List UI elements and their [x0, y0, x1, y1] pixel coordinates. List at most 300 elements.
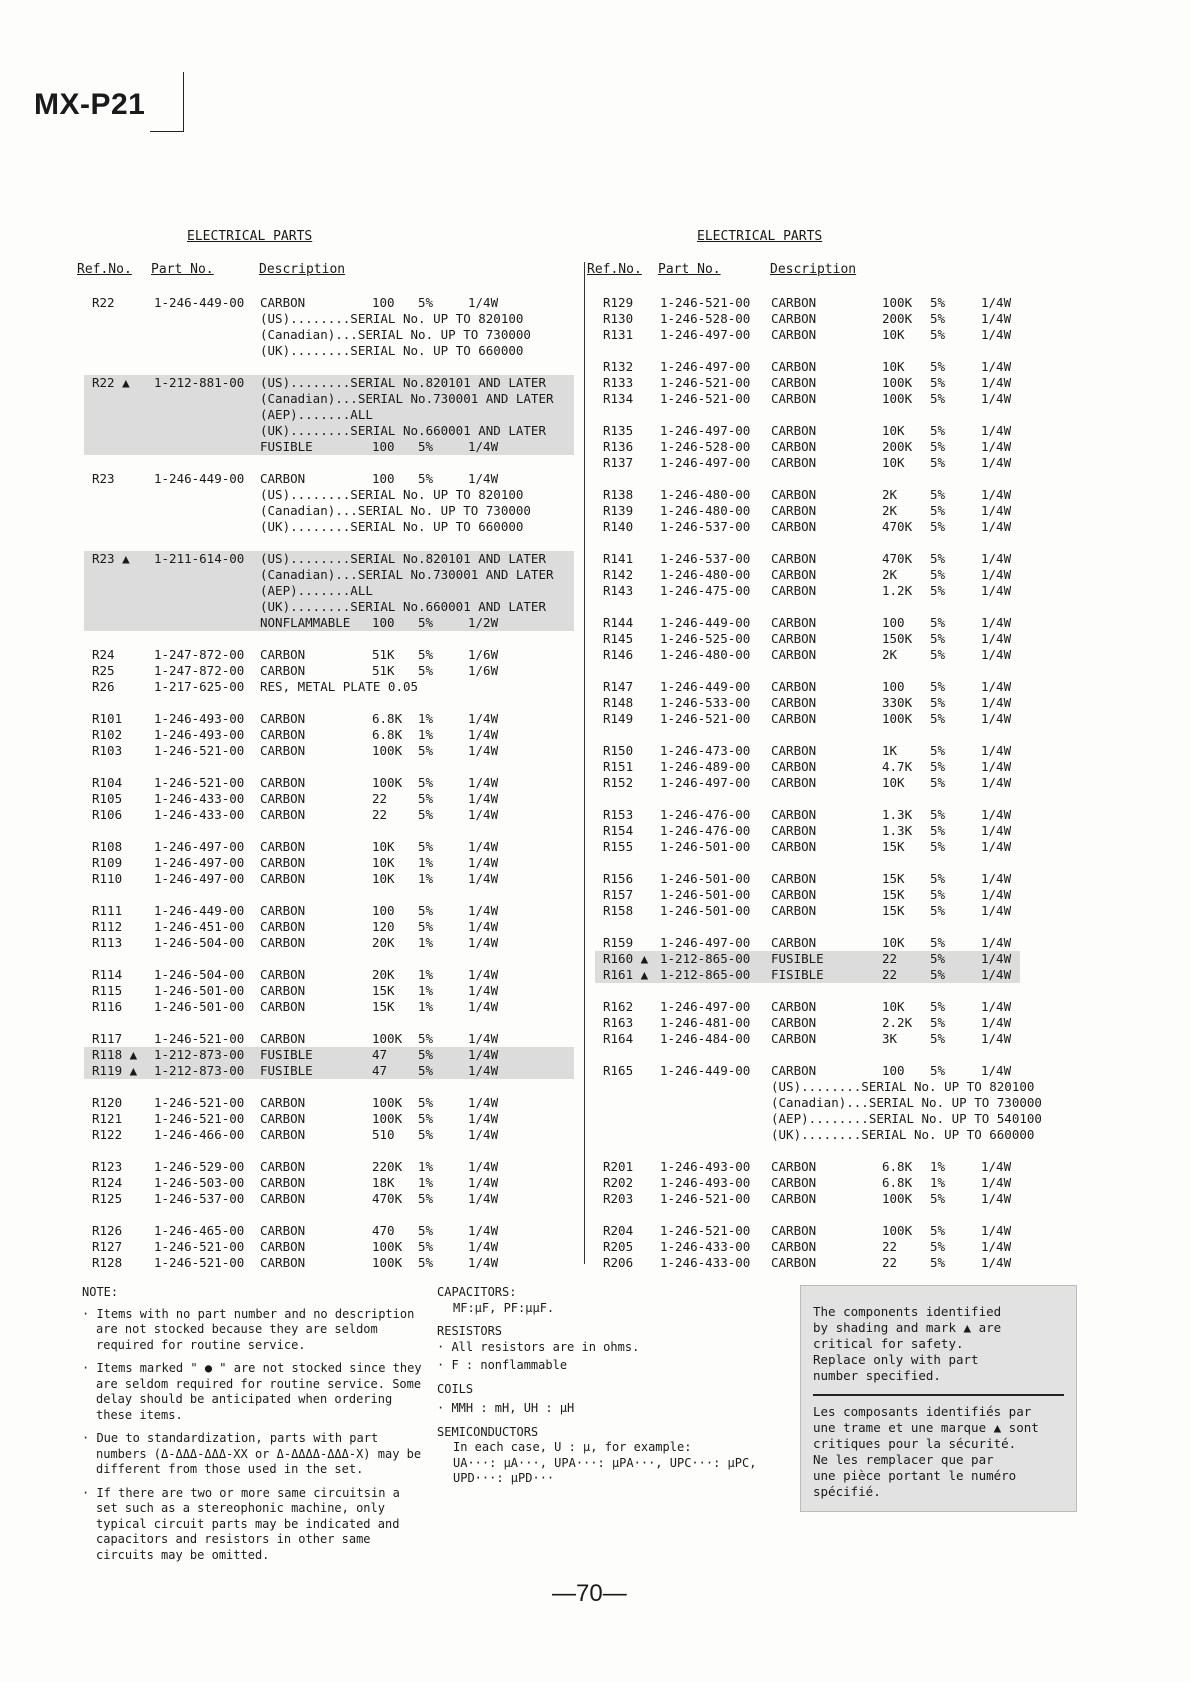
value-cell: 3K [882, 1031, 898, 1046]
description-cell: CARBON [771, 487, 817, 502]
description-cell: CARBON [771, 775, 817, 790]
wattage-cell: 1/4W [468, 1223, 499, 1238]
legend-semi-title: SEMICONDUCTORS [437, 1424, 539, 1439]
header-ref-left: Ref.No. [77, 262, 132, 277]
safety-fr-line: Ne les remplacer que par [813, 1452, 994, 1467]
table-row [84, 679, 574, 695]
part-number-cell: 1-246-533-00 [660, 695, 751, 710]
value-cell: 100K [882, 391, 913, 406]
ref-cell: R119 ▲ [92, 1063, 138, 1078]
part-number-cell: 1-246-501-00 [660, 871, 751, 886]
ref-cell: R134 [603, 391, 634, 406]
ref-cell: R151 [603, 759, 634, 774]
tolerance-cell: 5% [418, 807, 434, 822]
legend-semi-1: In each case, U : μ, for example: [453, 1440, 692, 1454]
description-cell: CARBON [771, 439, 817, 454]
ref-cell: R154 [603, 823, 634, 838]
tolerance-cell: 5% [418, 1031, 434, 1046]
description-cell: CARBON [260, 711, 306, 726]
ref-cell: R148 [603, 695, 634, 710]
tolerance-cell: 5% [418, 775, 434, 790]
safety-fr-line: Les composants identifiés par [813, 1404, 1032, 1419]
description-cell: (US)........SERIAL No. UP TO 820100 [260, 311, 524, 326]
description-cell: (UK)........SERIAL No.660001 AND LATER [260, 423, 546, 438]
description-cell: CARBON [771, 743, 817, 758]
safety-fr-line: une trame et une marque ▲ sont [813, 1420, 1039, 1435]
wattage-cell: 1/4W [981, 359, 1012, 374]
part-number-cell: 1-246-465-00 [154, 1223, 245, 1238]
tolerance-cell: 5% [930, 1191, 946, 1206]
table-row [595, 935, 1020, 951]
table-row [84, 711, 574, 727]
value-cell: 4.7K [882, 759, 913, 774]
table-row [84, 903, 574, 919]
ref-cell: R206 [603, 1255, 634, 1270]
table-row [595, 839, 1020, 855]
tolerance-cell: 5% [930, 583, 946, 598]
value-cell: 100K [372, 775, 403, 790]
table-row [84, 551, 574, 567]
ref-cell: R153 [603, 807, 634, 822]
tolerance-cell: 5% [930, 359, 946, 374]
tolerance-cell: 1% [418, 983, 434, 998]
wattage-cell: 1/4W [981, 967, 1012, 982]
part-number-cell: 1-246-503-00 [154, 1175, 245, 1190]
wattage-cell: 1/4W [468, 919, 499, 934]
table-row [84, 791, 574, 807]
table-row [84, 615, 574, 631]
wattage-cell: 1/4W [981, 823, 1012, 838]
value-cell: 100 [372, 615, 395, 630]
description-cell: CARBON [260, 1255, 306, 1270]
table-row [595, 967, 1020, 983]
tolerance-cell: 5% [930, 1223, 946, 1238]
value-cell: 1.2K [882, 583, 913, 598]
ref-cell: R114 [92, 967, 123, 982]
part-number-cell: 1-246-481-00 [660, 1015, 751, 1030]
safety-fr-line: critiques pour la sécurité. [813, 1436, 1017, 1451]
value-cell: 100 [372, 295, 395, 310]
tolerance-cell: 1% [418, 855, 434, 870]
description-cell: CARBON [771, 1015, 817, 1030]
description-cell: CARBON [260, 727, 306, 742]
description-cell: CARBON [771, 423, 817, 438]
table-row [84, 327, 574, 343]
description-cell: CARBON [771, 359, 817, 374]
wattage-cell: 1/4W [468, 983, 499, 998]
ref-cell: R159 [603, 935, 634, 950]
part-number-cell: 1-246-484-00 [660, 1031, 751, 1046]
description-cell: CARBON [260, 1095, 306, 1110]
part-number-cell: 1-246-497-00 [660, 775, 751, 790]
part-number-cell: 1-246-521-00 [154, 1111, 245, 1126]
table-row [595, 1239, 1020, 1255]
wattage-cell: 1/4W [468, 855, 499, 870]
table-row [84, 1031, 574, 1047]
ref-cell: R205 [603, 1239, 634, 1254]
value-cell: 10K [882, 775, 905, 790]
value-cell: 470 [372, 1223, 395, 1238]
ref-cell: R138 [603, 487, 634, 502]
description-cell: CARBON [771, 999, 817, 1014]
section-title-right: ELECTRICAL PARTS [697, 229, 823, 244]
value-cell: 510 [372, 1127, 395, 1142]
description-cell: (US)........SERIAL No. UP TO 820100 [260, 487, 524, 502]
description-cell: (Canadian)...SERIAL No. UP TO 730000 [260, 503, 531, 518]
value-cell: 100 [372, 439, 395, 454]
part-number-cell: 1-246-521-00 [154, 775, 245, 790]
value-cell: 100 [372, 903, 395, 918]
table-row [84, 599, 574, 615]
ref-cell: R124 [92, 1175, 123, 1190]
tolerance-cell: 1% [930, 1159, 946, 1174]
value-cell: 20K [372, 935, 395, 950]
table-row [84, 647, 574, 663]
wattage-cell: 1/4W [981, 807, 1012, 822]
wattage-cell: 1/4W [468, 711, 499, 726]
value-cell: 10K [372, 839, 395, 854]
tolerance-cell: 5% [930, 887, 946, 902]
table-row [84, 439, 574, 455]
ref-cell: R137 [603, 455, 634, 470]
wattage-cell: 1/4W [981, 503, 1012, 518]
description-cell: CARBON [260, 807, 306, 822]
description-cell: (US)........SERIAL No.820101 AND LATER [260, 375, 546, 390]
table-row [84, 807, 574, 823]
tolerance-cell: 5% [418, 1127, 434, 1142]
ref-cell: R23 [92, 471, 115, 486]
description-cell: CARBON [771, 1175, 817, 1190]
description-cell: CARBON [771, 839, 817, 854]
description-cell: (US)........SERIAL No. UP TO 820100 [771, 1079, 1035, 1094]
description-cell: (Canadian)...SERIAL No. UP TO 730000 [260, 327, 531, 342]
description-cell: CARBON [771, 631, 817, 646]
part-number-cell: 1-246-521-00 [154, 1239, 245, 1254]
ref-cell: R25 [92, 663, 115, 678]
part-number-cell: 1-246-521-00 [660, 375, 751, 390]
value-cell: 100K [372, 743, 403, 758]
ref-cell: R142 [603, 567, 634, 582]
ref-cell: R105 [92, 791, 123, 806]
wattage-cell: 1/4W [981, 551, 1012, 566]
value-cell: 200K [882, 311, 913, 326]
part-number-cell: 1-212-873-00 [154, 1047, 245, 1062]
part-number-cell: 1-246-433-00 [660, 1239, 751, 1254]
legend-coil-1: · MMH : mH, UH : μH [437, 1401, 575, 1415]
wattage-cell: 1/4W [981, 839, 1012, 854]
tolerance-cell: 1% [418, 967, 434, 982]
description-cell: FUSIBLE [260, 439, 313, 454]
table-row [84, 567, 574, 583]
part-number-cell: 1-246-537-00 [660, 519, 751, 534]
table-row [595, 583, 1020, 599]
description-cell: CARBON [260, 743, 306, 758]
ref-cell: R115 [92, 983, 123, 998]
description-cell: CARBON [260, 647, 306, 662]
note-title: NOTE: [82, 1285, 119, 1299]
value-cell: 6.8K [372, 711, 403, 726]
description-cell: CARBON [260, 775, 306, 790]
part-number-cell: 1-247-872-00 [154, 663, 245, 678]
wattage-cell: 1/4W [468, 743, 499, 758]
description-cell: CARBON [771, 903, 817, 918]
tolerance-cell: 5% [930, 871, 946, 886]
table-row [84, 727, 574, 743]
part-number-cell: 1-246-537-00 [154, 1191, 245, 1206]
tolerance-cell: 5% [418, 1095, 434, 1110]
tolerance-cell: 5% [418, 663, 434, 678]
description-cell: CARBON [771, 759, 817, 774]
wattage-cell: 1/4W [468, 1095, 499, 1110]
table-row [595, 487, 1020, 503]
table-row [84, 935, 574, 951]
wattage-cell: 1/4W [981, 1239, 1012, 1254]
tolerance-cell: 5% [418, 1239, 434, 1254]
tolerance-cell: 5% [930, 647, 946, 662]
part-number-cell: 1-246-504-00 [154, 967, 245, 982]
value-cell: 100K [372, 1255, 403, 1270]
description-cell: (UK)........SERIAL No.660001 AND LATER [260, 599, 546, 614]
safety-en-line: critical for safety. [813, 1336, 964, 1351]
wattage-cell: 1/4W [981, 295, 1012, 310]
tolerance-cell: 5% [418, 295, 434, 310]
part-number-cell: 1-246-521-00 [660, 1223, 751, 1238]
value-cell: 6.8K [882, 1159, 913, 1174]
description-cell: (AEP).......ALL [260, 583, 373, 598]
value-cell: 200K [882, 439, 913, 454]
wattage-cell: 1/4W [981, 455, 1012, 470]
description-cell: RES, METAL PLATE 0.05 [260, 679, 419, 694]
value-cell: 10K [882, 327, 905, 342]
wattage-cell: 1/4W [468, 839, 499, 854]
wattage-cell: 1/4W [981, 375, 1012, 390]
part-number-cell: 1-246-497-00 [660, 935, 751, 950]
table-row [84, 503, 574, 519]
value-cell: 22 [882, 951, 898, 966]
table-row [595, 455, 1020, 471]
wattage-cell: 1/4W [468, 1127, 499, 1142]
wattage-cell: 1/4W [468, 1191, 499, 1206]
part-number-cell: 1-246-433-00 [154, 791, 245, 806]
tolerance-cell: 5% [418, 439, 434, 454]
value-cell: 47 [372, 1047, 388, 1062]
table-row [84, 1063, 574, 1079]
ref-cell: R149 [603, 711, 634, 726]
tolerance-cell: 5% [930, 743, 946, 758]
ref-cell: R157 [603, 887, 634, 902]
section-title-left: ELECTRICAL PARTS [187, 229, 313, 244]
value-cell: 100K [882, 375, 913, 390]
header-part-left: Part No. [151, 262, 214, 277]
description-cell: CARBON [260, 1111, 306, 1126]
table-row [595, 1255, 1020, 1271]
ref-cell: R160 ▲ [603, 951, 649, 966]
description-cell: CARBON [771, 823, 817, 838]
description-cell: FISIBLE [771, 967, 824, 982]
table-row [84, 375, 574, 391]
tolerance-cell: 5% [418, 1111, 434, 1126]
table-row [595, 679, 1020, 695]
tolerance-cell: 5% [930, 487, 946, 502]
table-row [595, 711, 1020, 727]
ref-cell: R161 ▲ [603, 967, 649, 982]
ref-cell: R118 ▲ [92, 1047, 138, 1062]
header-part-right: Part No. [658, 262, 721, 277]
tolerance-cell: 1% [418, 1159, 434, 1174]
description-cell: CARBON [771, 1063, 817, 1078]
part-number-cell: 1-246-497-00 [660, 455, 751, 470]
table-row [84, 311, 574, 327]
part-number-cell: 1-246-449-00 [660, 1063, 751, 1078]
description-cell: CARBON [260, 839, 306, 854]
table-row [84, 983, 574, 999]
header-rule-vertical [183, 72, 184, 132]
table-row [84, 743, 574, 759]
table-row [595, 1015, 1020, 1031]
part-number-cell: 1-246-449-00 [660, 615, 751, 630]
wattage-cell: 1/4W [981, 1031, 1012, 1046]
legend-res-title: RESISTORS [437, 1324, 503, 1338]
part-number-cell: 1-246-497-00 [154, 871, 245, 886]
value-cell: 10K [882, 999, 905, 1014]
safety-divider [813, 1394, 1064, 1396]
table-row [595, 743, 1020, 759]
part-number-cell: 1-246-497-00 [154, 855, 245, 870]
part-number-cell: 1-246-493-00 [660, 1175, 751, 1190]
description-cell: CARBON [260, 935, 306, 950]
ref-cell: R103 [92, 743, 123, 758]
part-number-cell: 1-246-521-00 [660, 1191, 751, 1206]
table-row [84, 1095, 574, 1111]
table-row [595, 807, 1020, 823]
tolerance-cell: 5% [930, 951, 946, 966]
description-cell: CARBON [260, 1159, 306, 1174]
part-number-cell: 1-246-529-00 [154, 1159, 245, 1174]
table-row [595, 775, 1020, 791]
table-row [595, 439, 1020, 455]
tolerance-cell: 5% [930, 439, 946, 454]
table-row [595, 1175, 1020, 1191]
wattage-cell: 1/4W [981, 711, 1012, 726]
ref-cell: R158 [603, 903, 634, 918]
part-number-cell: 1-246-497-00 [154, 839, 245, 854]
wattage-cell: 1/4W [981, 775, 1012, 790]
safety-notice-fr [813, 1404, 1064, 1500]
table-row [84, 1223, 574, 1239]
ref-cell: R121 [92, 1111, 123, 1126]
wattage-cell: 1/4W [981, 1191, 1012, 1206]
value-cell: 100K [372, 1095, 403, 1110]
wattage-cell: 1/6W [468, 663, 499, 678]
part-number-cell: 1-212-873-00 [154, 1063, 245, 1078]
ref-cell: R104 [92, 775, 123, 790]
description-cell: CARBON [771, 871, 817, 886]
value-cell: 100 [882, 615, 905, 630]
part-number-cell: 1-246-537-00 [660, 551, 751, 566]
ref-cell: R128 [92, 1255, 123, 1270]
description-cell: CARBON [771, 519, 817, 534]
value-cell: 2.2K [882, 1015, 913, 1030]
ref-cell: R156 [603, 871, 634, 886]
table-row [84, 471, 574, 487]
description-cell: CARBON [771, 1191, 817, 1206]
part-number-cell: 1-246-449-00 [154, 471, 245, 486]
ref-cell: R102 [92, 727, 123, 742]
table-row [595, 887, 1020, 903]
ref-cell: R26 [92, 679, 115, 694]
table-row [84, 967, 574, 983]
part-number-cell: 1-247-872-00 [154, 647, 245, 662]
value-cell: 47 [372, 1063, 388, 1078]
ref-cell: R203 [603, 1191, 634, 1206]
value-cell: 470K [882, 551, 913, 566]
part-number-cell: 1-246-451-00 [154, 919, 245, 934]
tolerance-cell: 5% [418, 919, 434, 934]
tolerance-cell: 5% [930, 903, 946, 918]
wattage-cell: 1/4W [981, 423, 1012, 438]
part-number-cell: 1-246-475-00 [660, 583, 751, 598]
value-cell: 10K [882, 359, 905, 374]
tolerance-cell: 5% [930, 711, 946, 726]
ref-cell: R24 [92, 647, 115, 662]
table-row [595, 327, 1020, 343]
value-cell: 1.3K [882, 823, 913, 838]
ref-cell: R140 [603, 519, 634, 534]
ref-cell: R126 [92, 1223, 123, 1238]
description-cell: CARBON [771, 679, 817, 694]
tolerance-cell: 1% [930, 1175, 946, 1190]
wattage-cell: 1/4W [468, 791, 499, 806]
tolerance-cell: 5% [930, 839, 946, 854]
table-row [595, 1111, 1042, 1127]
description-cell: CARBON [260, 999, 306, 1014]
value-cell: 6.8K [882, 1175, 913, 1190]
tolerance-cell: 1% [418, 1175, 434, 1190]
value-cell: 22 [372, 807, 388, 822]
value-cell: 100K [372, 1031, 403, 1046]
legend-semi-3: UPD···: μPD··· [453, 1471, 555, 1485]
ref-cell: R139 [603, 503, 634, 518]
tolerance-cell: 5% [930, 615, 946, 630]
ref-cell: R108 [92, 839, 123, 854]
description-cell: CARBON [771, 935, 817, 950]
wattage-cell: 1/4W [468, 807, 499, 822]
legend-coil-title: COILS [437, 1381, 474, 1396]
tolerance-cell: 1% [418, 935, 434, 950]
value-cell: 100 [882, 679, 905, 694]
value-cell: 15K [882, 887, 905, 902]
part-number-cell: 1-246-497-00 [660, 359, 751, 374]
table-row [84, 663, 574, 679]
wattage-cell: 1/4W [981, 567, 1012, 582]
table-row [84, 519, 574, 535]
table-row [84, 295, 574, 311]
header-ref-right: Ref.No. [587, 262, 642, 277]
description-cell: CARBON [260, 1175, 306, 1190]
table-row [84, 1191, 574, 1207]
ref-cell: R129 [603, 295, 634, 310]
table-row [84, 391, 574, 407]
description-cell: (Canadian)...SERIAL No. UP TO 730000 [771, 1095, 1042, 1110]
tolerance-cell: 1% [418, 711, 434, 726]
wattage-cell: 1/4W [981, 1223, 1012, 1238]
wattage-cell: 1/4W [981, 679, 1012, 694]
tolerance-cell: 5% [930, 327, 946, 342]
description-cell: CARBON [771, 1239, 817, 1254]
value-cell: 22 [882, 1255, 898, 1270]
ref-cell: R147 [603, 679, 634, 694]
wattage-cell: 1/4W [981, 487, 1012, 502]
